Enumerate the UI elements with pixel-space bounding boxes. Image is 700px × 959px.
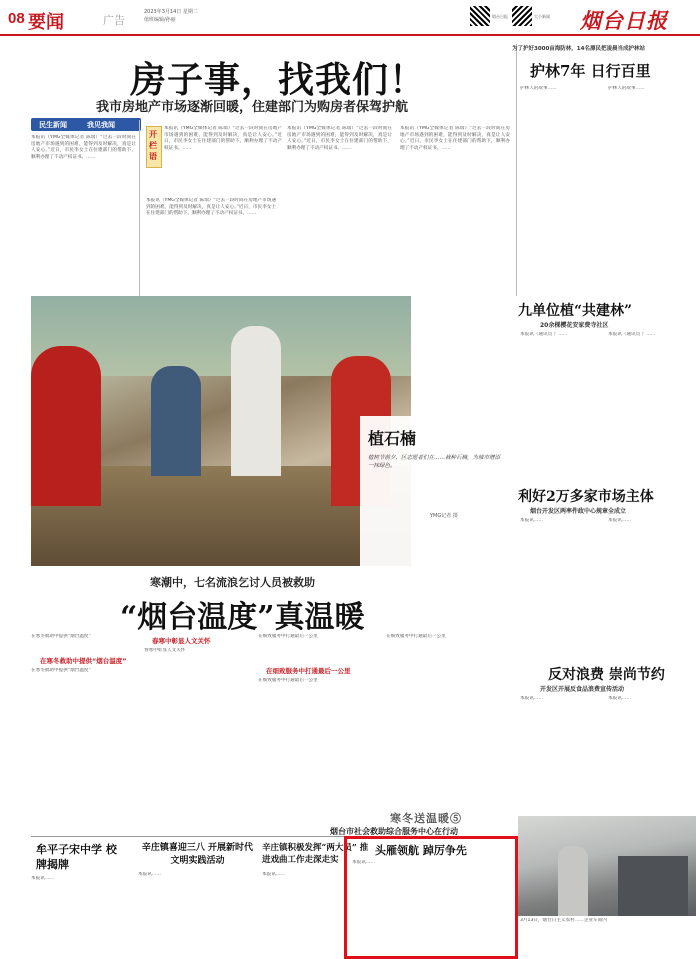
volunteer-red-vest <box>31 346 101 506</box>
section-title: 要闻 <box>28 12 64 33</box>
factory-caption: 3月13日，烟台日主义农村……企业车间内 <box>520 918 607 923</box>
right-top-headline: 护林7年 日行百里 <box>530 62 651 80</box>
machine-shape <box>618 856 688 916</box>
series-label: 寒冬送温暖⑤ <box>390 812 462 825</box>
lead-subhead: 我市房地产市场逐渐回暖，住建部门为购房者保驾护航 <box>96 100 409 115</box>
opening-tag <box>146 126 162 168</box>
lead-body-col3: 本报讯（YMG全媒体记者 陈瑞）“过去一段时间在房地产市场遇到的困难，能得到及时解决，真是让人安心。”近日，市民李女士在住建部门的帮助下，顺利办理了不动产权证书。…… <box>146 198 276 217</box>
warm-body-col1b: 在寒冬救助中提供“烟台温度” <box>31 668 91 673</box>
series-banner <box>330 808 515 836</box>
header-date: 2023年3月14日 星期二 <box>144 9 198 15</box>
right-mid-body2: 本报讯（通讯员 ）…… <box>608 332 656 337</box>
volunteer-blue <box>151 366 201 476</box>
warm-headline: “烟台温度”真温暖 <box>120 600 365 635</box>
right-low-subhead: 开发区开展反食品浪费宣传活动 <box>540 686 625 693</box>
photo-caption-box <box>360 416 510 566</box>
masthead <box>0 0 700 34</box>
warm-subhead-2: 春寒中彰显人文关怀 <box>152 637 211 645</box>
bottom-4-headline: 头雁领航 踔厉争先 <box>375 844 467 857</box>
bottom-2-body: 本报讯…… <box>138 872 161 877</box>
column-rule <box>516 44 517 296</box>
tree-planting-photo <box>31 296 411 566</box>
right-low-body2: 本报讯…… <box>608 696 631 701</box>
right-mid2-headline: 利好2万多家市场主体 <box>518 489 654 505</box>
warm-body-col4: 在细致服务中打通最后一公里 <box>386 634 446 639</box>
warm-body-col2: 春寒中彰显人文关怀 <box>144 648 186 653</box>
lead-body-col1: 本报讯（YMG全媒体记者 陈瑞）“过去一段时间在房地产市场遇到的困难，能得到及时解决，真是让人安心。”近日，市民李女士在住建部门的帮助下，顺利办理了不动产权证书。…… <box>31 135 136 160</box>
divider <box>139 120 140 315</box>
lead-column-tag <box>31 118 141 131</box>
lead-body-col2: 本报讯（YMG全媒体记者 陈瑞）“过去一段时间在房地产市场遇到的困难，能得到及时解决，真是让人安心。”近日，市民李女士在住建部门的帮助下，顺利办理了不动产权证书。…… <box>164 126 282 151</box>
header-rule <box>0 34 700 36</box>
factory-photo <box>518 816 696 916</box>
right-mid-body1: 本报讯（通讯员 ）…… <box>520 332 568 337</box>
warm-subhead-3: 在细致服务中打通最后一公里 <box>266 667 351 675</box>
right-low-body1: 本报讯…… <box>520 696 543 701</box>
lead-headline: 房子事，找我们！ <box>130 59 427 101</box>
lead-body-col4: 本报讯（YMG全媒体记者 陈瑞）“过去一段时间在房地产市场遇到的困难，能得到及时解决，真是让人安心。”近日，市民李女士在住建部门的帮助下，顺利办理了不动产权证书。…… <box>287 126 392 151</box>
right-mid2-body1: 本报讯…… <box>520 518 543 523</box>
page-number: 08 <box>8 10 25 27</box>
right-top-body1: 护林人的故事…… <box>520 86 557 91</box>
photo-credit: YMG记者 摄 <box>430 513 458 519</box>
right-mid2-body2: 本报讯…… <box>608 518 631 523</box>
newspaper-logo: 烟台日报 <box>580 8 668 33</box>
warm-body-col1: 在寒冬救助中提供“烟台温度” <box>31 634 91 639</box>
volunteer-white <box>231 326 281 476</box>
photo-caption-text: 植树节前夕，区志愿者们在……栽种石楠，为城市增添一抹绿色。 <box>368 455 501 469</box>
right-mid-subhead: 20余棵樱花安家费寺社区 <box>540 322 609 329</box>
right-top-body2: 护林人的故事…… <box>608 86 645 91</box>
bottom-1-body: 本报讯…… <box>31 876 54 881</box>
bottom-3-body: 本报讯…… <box>262 872 285 877</box>
warm-body-col3b: 在细致服务中打通最后一公里 <box>258 678 318 683</box>
bottom-3-headline: 辛庄镇积极发挥“两大员” 推进戏曲工作走深走实 <box>262 843 369 865</box>
opening-tag-text: 开栏语 <box>149 129 157 161</box>
warm-subhead-1: 在寒冬救助中提供“烟台温度” <box>40 657 127 665</box>
photo-caption-title: 植石楠 <box>368 429 417 448</box>
bottom-2-headline: 辛庄镇喜迎三八 开展新时代文明实践活动 <box>141 843 254 866</box>
qr-code-1 <box>470 6 490 26</box>
app-label-2: 大小新闻 <box>534 14 550 19</box>
right-mid-headline: 九单位植“共建林” <box>518 303 633 319</box>
tag-2: 我见我闻 <box>87 121 115 129</box>
worker-figure <box>558 846 588 916</box>
warm-body-col3: 在细致服务中打通最后一公里 <box>258 634 318 639</box>
header-editor: 值班编辑/孙丽 <box>144 17 176 23</box>
warm-kicker: 寒潮中，七名流浪乞讨人员被救助 <box>150 576 315 589</box>
right-low-headline: 反对浪费 崇尚节约 <box>548 667 665 683</box>
right-top-kicker: 为了护好3000亩海防林，14名漂民把凌晨当成护林站 <box>512 46 645 52</box>
bottom-1-headline: 牟平子宋中学 校牌揭牌 <box>36 843 117 871</box>
right-mid2-subhead: 烟台开发区两率件政中心规章全成立 <box>530 508 627 515</box>
series-sub: 烟台市社会救助综合服务中心在行动 <box>330 827 458 836</box>
lead-body-col5: 本报讯（YMG全媒体记者 陈瑞）“过去一段时间在房地产市场遇到的困难，能得到及时解决，真是让人安心。”近日，市民李女士在住建部门的帮助下，顺利办理了不动产权证书。…… <box>400 126 510 151</box>
tag-1: 民生新闻 <box>39 121 67 129</box>
app-label-1: 烟台日报 <box>492 14 508 19</box>
bottom-4-body: 本报讯…… <box>352 860 375 865</box>
ad-label: 广告 <box>103 14 125 27</box>
qr-code-2 <box>512 6 532 26</box>
